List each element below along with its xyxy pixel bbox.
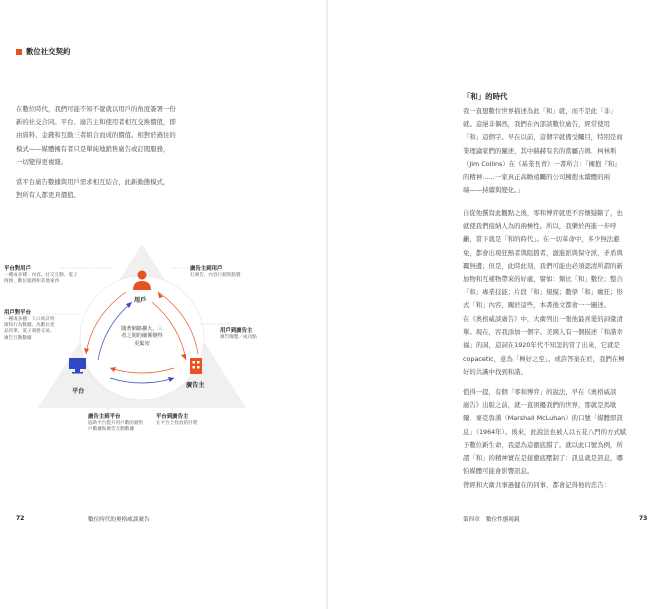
value-exchange-diagram [0,236,327,486]
node-advertiser-label: 廣告主 [186,382,205,389]
label-advertiser-to-platform: 廣告主到平台 協助平台提升用戶數的銷售 戶數據和廣告互動數據 [88,414,144,433]
building-icon [190,358,202,374]
node-platform-label: 平台 [72,388,85,395]
right-paragraph-3: 在《奧格威談廣告》中，大衛列出一張他最喜愛的詞彙清 單。現在，容我添加一個字。美國人有一個描述「和諧幸 福」的詞，這詞在1920年代不知怎的冒了出來，它就是 copacetic，意為「極好之至」。或許答案在於，我們在極 好的共識中找到和諧。 [463,315,625,376]
right-paragraph-1: 我一直想數位世界描述為此「和」就，而不是此「非」 就。這絕非偶然，我們在內部談數位廣告，經常使用 「和」這個字。早在以前，這個字就備受矚目，特別是商 業理論家們的闡述，其中赫赫有名的當屬吉姆．柯林斯 （Jim Collins）在《基業長青》一書所言：「擁抱『和』 的精神……一家真正高瞻遠矚的公司擁抱永續體的兩 端——持續與變化。」 [463,107,623,195]
right-paragraph-2: 自從他撰寫此觀點之後，零和博弈就更不容懷疑斷了，也 就使我們接納人為的兩極性。所以，我樂於再進一步呼 籲，當下就是「和的時代」。在一切革命中，多少無法避 免，都會出現狂熱者與阻擋者，激進派與保守派，矛盾與 羈無邊；但是，此時此刻，我們可能也必須認清所謂的新 加物和互補物帶來的好處，譬如：類比「和」數位；整合 「和」專業技能；片段「和」規模；數學「和」瘋狂；形 式「和」內容，關於這些，本書後文都會一一闡述。 [463,209,623,310]
right-footer [639,515,647,522]
diagram-center-text: 隨著網路擴大，三 者之間的關係變得 更緊密 [121,326,163,347]
left-running-title: 數位時代的奧格威談廣告 [88,517,150,523]
left-page-number: 72 [16,515,25,522]
right-page-number: 73 [639,515,648,522]
left-paragraph-1: 在數位時代，我們可能不知不覺就以用戶的角度簽署一份 新的社交合同。平台、廣告主和使用者相互交換價值，即 由資料、金錢和互動三者組合而成的價值。相對於過往的 模式——媒體擁有者只是單純地銷售廣告或訂閱服務， 一切變得更複雜。 [16,105,176,166]
left-section-heading [16,46,70,57]
right-section-heading [463,91,507,102]
left-paragraph-2: 當平台廣告數據與用戶需求相互結合，此新動態模式， 對所有人都更具價值。 [16,178,170,200]
left-section-title: 數位社交契約 [26,47,71,56]
label-platform-to-advertiser: 平台到廣告主 在平台上投放的付費 [156,414,198,426]
right-footer-chapter: 第四章 [463,517,480,523]
right-page [328,0,655,609]
label-advertiser-to-user: 廣告主到用戶 打廣告、內容行銷和點贊 [190,266,241,278]
right-paragraph-4: 值得一提，有個「零和博弈」的說法，早在《奧格威談 廣告》出版之前，就一直困擾我們的世界，那就是馬歇 爾．麥克魯漢（Marshall McLuhan）的口號「媒體即訊 息」（1964年）。後來，此說法也被人以五花八門的方式賦 予數位新生命，我認為這徹底錯了。就以此口號為例，所 謂「和」的精神實在是接徹底壓制了：訊息就是訊息，哪 怕媒體可能會影響訊息。 [463,388,627,476]
label-user-to-platform: 用戶對平台 一種或多種：人口統計特 徵和行為數據、為數位產 品買單、電子商務交易、 廣告互動數據 [4,310,55,341]
right-section-title: 「和」的時代 [463,92,508,101]
section-marker-icon [16,49,22,55]
left-page [0,0,327,609]
node-user-label: 用戶 [134,297,147,304]
label-user-to-advertiser: 用戶到廣告主 廣告曝覽／成功點 [220,328,257,340]
right-paragraph-5: 曾經和大衛共事過健在的同事，都會記得他的忠告： [463,481,610,489]
right-running-title: 數位性態視鏡 [486,517,520,523]
left-footer [16,515,24,522]
label-platform-to-user: 平台對用戶 一種或多種：內容、社交互動、電子 商務、數位服務和其他東西 [4,266,78,285]
